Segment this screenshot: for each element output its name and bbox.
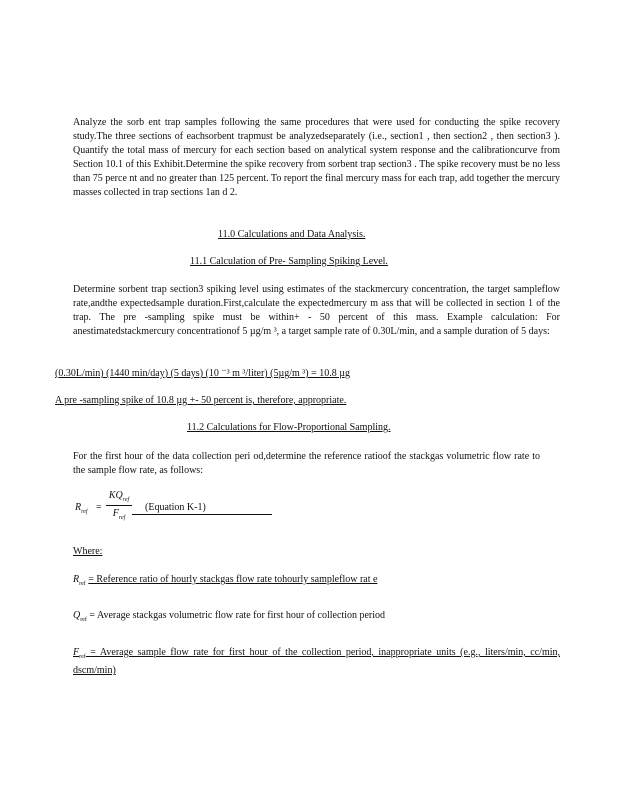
equation-numerator-subscript: ref bbox=[122, 497, 130, 503]
equation-denominator bbox=[106, 508, 132, 521]
definition-f-symbol: F bbox=[73, 647, 80, 658]
equation-numerator bbox=[106, 490, 132, 503]
equation-underline bbox=[132, 514, 272, 515]
equation-denominator-symbol: F bbox=[112, 508, 119, 519]
equation-lhs bbox=[75, 502, 88, 515]
equation-denominator-subscript: ref bbox=[118, 515, 126, 521]
paragraph-spiking-level: Determine sorbent trap section3 spiking level using estimates of the stackmercury concentration, the target sampleflow rate,andthe expectedsample duration.First,calculate the expectedmercury m ass that will be collected in section 1 of the trap. The pre -sampling spike must be within+ - 50 percent of this mass. Example calculation: For anestimatedstackmercury concentrationof 5 µg/m ³, a target sample rate of 0.30L/min, and a sample duration of 5 days: bbox=[73, 284, 560, 337]
calculation-line: (0.30L/min) (1440 min/day) (5 days) (10 ⁻³ m ³/liter) (5µg/m ³) = 10.8 µg bbox=[55, 368, 350, 379]
spike-conclusion: A pre -sampling spike of 10.8 µg +- 50 percent is, therefore, appropriate. bbox=[55, 395, 347, 406]
equation-equals: = bbox=[96, 502, 102, 513]
definition-q-ref bbox=[73, 610, 385, 626]
definition-f-text: = Average sample flow rate for first hour of the collection period, inappropriate units (e.g., liters/min, cc/min, dscm/min) bbox=[73, 647, 561, 676]
equation-lhs-subscript: ref bbox=[81, 509, 88, 515]
definition-f-ref bbox=[73, 646, 560, 678]
definition-r-text: = Reference ratio of hourly stackgas flow rate tohourly sampleflow rat e bbox=[88, 574, 378, 585]
equation-label: (Equation K-1) bbox=[145, 502, 206, 513]
equation-numerator-symbol: KQ bbox=[108, 490, 123, 501]
heading-11-0: 11.0 Calculations and Data Analysis. bbox=[218, 229, 366, 240]
equation-fraction-bar bbox=[106, 505, 132, 506]
equation-lhs-symbol: R bbox=[75, 502, 82, 513]
paragraph-analysis-procedure: Analyze the sorb ent trap samples following the same procedures that were used for conducting the spike recovery study.The three sections of eachsorbent trapmust be analyzedseparately (i.e., section1 , then section2 , then section3 ). Quantify the total mass of mercury for each section based on analytical system response and the calibrationcurve from Section 10.1 of this Exhibit.Determine the spike recovery from sorbent trap section3 . The spike recovery must be no less than 75 perce nt and no greater than 125 percent. To report the final mercury mass for each trap, add together the mercury masses collected in trap sections 1an d 2. bbox=[73, 117, 560, 198]
definition-q-symbol: Q bbox=[73, 610, 81, 621]
paragraph-flow-proportional: For the first hour of the data collection peri od,determine the reference ratioof the stackgas volumetric flow rate to the sample flow rate, as follows: bbox=[73, 451, 540, 476]
definition-r-ref bbox=[73, 574, 377, 590]
heading-11-1: 11.1 Calculation of Pre- Sampling Spiking Level. bbox=[190, 256, 388, 267]
heading-11-2: 11.2 Calculations for Flow-Proportional Sampling. bbox=[187, 422, 391, 433]
definition-r-symbol: R bbox=[73, 574, 80, 585]
definition-f-subscript: ref bbox=[79, 654, 86, 660]
definition-r-subscript: ref bbox=[79, 581, 86, 587]
where-label: Where: bbox=[73, 546, 103, 557]
definition-q-subscript: ref bbox=[80, 617, 87, 623]
definition-q-text: = Average stackgas volumetric flow rate for first hour of collection period bbox=[89, 610, 386, 621]
